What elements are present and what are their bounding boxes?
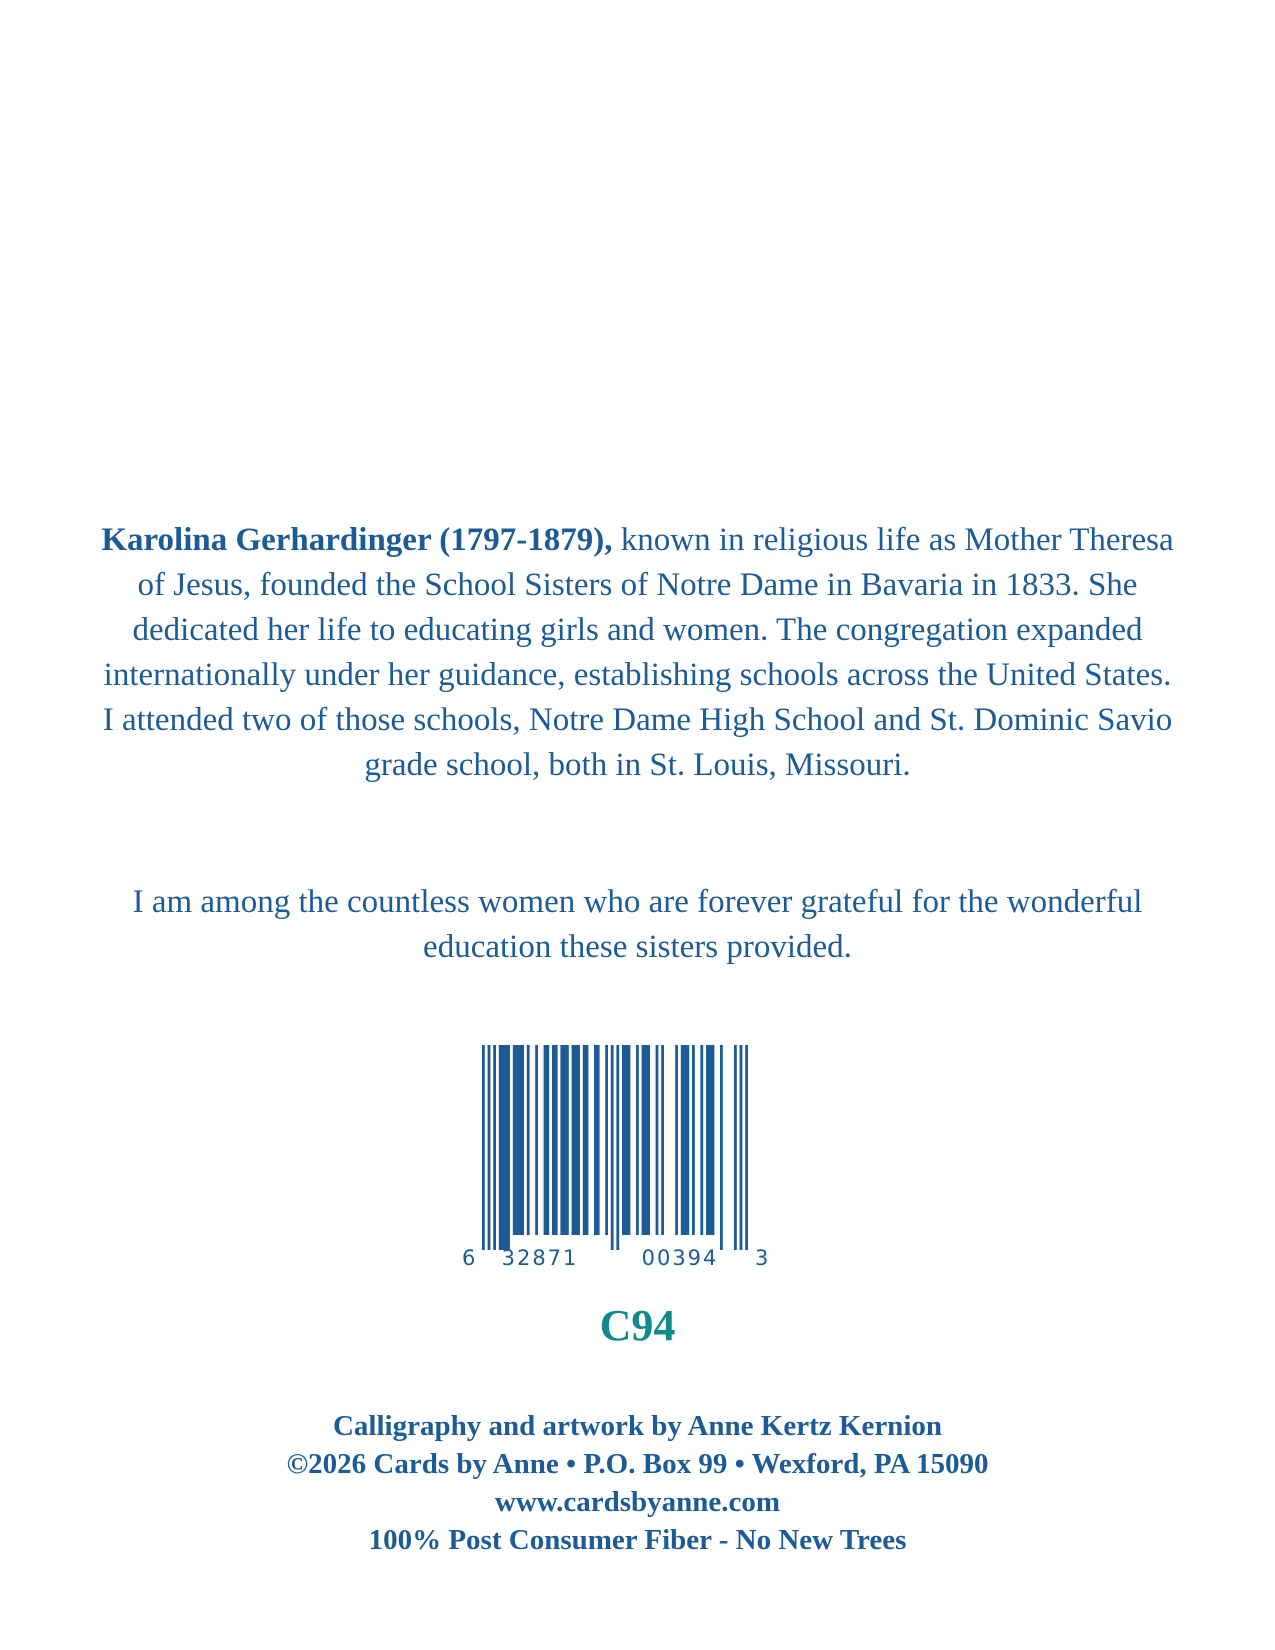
- thanks-paragraph: I am among the countless women who are forever grateful for the wonderful education these sisters provided.: [132, 884, 1143, 965]
- barcode-group-right: 00394: [641, 1246, 719, 1270]
- credits-website: www.cardsbyanne.com: [494, 1486, 781, 1518]
- barcode-bar-22: [681, 1045, 689, 1235]
- product-code: C94: [599, 1301, 676, 1350]
- barcode-bar-11: [583, 1045, 589, 1235]
- barcode-bar-23: [692, 1045, 695, 1235]
- barcode-bar-21: [675, 1045, 678, 1235]
- barcode-bar-25: [706, 1045, 714, 1235]
- barcode-bar-24: [700, 1045, 703, 1235]
- credits-copyright: ©2026 Cards by Anne • P.O. Box 99 • Wexford, PA 15090: [286, 1448, 989, 1480]
- credits-artist: Calligraphy and artwork by Anne Kertz Kernion: [332, 1410, 942, 1442]
- barcode-bar-19: [656, 1045, 659, 1235]
- barcode-bars: [482, 1045, 748, 1250]
- barcode-bar-4: [513, 1045, 524, 1235]
- barcode-bar-15: [616, 1045, 619, 1250]
- barcode-bar-5: [527, 1045, 530, 1235]
- barcode-bar-16: [622, 1045, 630, 1235]
- barcode-bar-2: [493, 1045, 496, 1250]
- barcode-bar-12: [594, 1045, 600, 1235]
- credits-fiber-note: 100% Post Consumer Fiber - No New Trees: [368, 1524, 907, 1556]
- barcode-bar-10: [572, 1045, 580, 1235]
- barcode-digit-right: 3: [755, 1246, 769, 1270]
- credits-block: [0, 1407, 1275, 1559]
- barcode-bar-7: [544, 1045, 550, 1235]
- barcode-group-left: 32871: [501, 1246, 579, 1270]
- barcode-bar-6: [535, 1045, 538, 1235]
- bio-text: known in religious life as Mother Theresa of Jesus, founded the School Sisters of Notre Dame in Bavaria in 1833. She dedicated her life to educating girls and women. The congregation expanded internationally under her guidance, establishing schools across the United States. I attended two of those schools, Notre Dame High School and St. Dominic Savio grade school, both in St. Louis, Missouri.: [102, 522, 1174, 783]
- barcode-bar-9: [560, 1045, 568, 1235]
- upc-barcode: [462, 1045, 805, 1275]
- barcode-bar-1: [488, 1045, 491, 1250]
- barcode-bar-8: [552, 1045, 558, 1235]
- bio-name: Karolina Gerhardinger (1797-1879),: [101, 522, 613, 558]
- barcode-bar-3: [499, 1045, 510, 1250]
- barcode-bar-0: [482, 1045, 485, 1250]
- barcode-bar-14: [611, 1045, 614, 1250]
- barcode-bar-28: [740, 1045, 743, 1250]
- barcode-bar-13: [605, 1045, 608, 1235]
- barcode-bar-27: [734, 1045, 737, 1250]
- barcode-digit-left: 6: [462, 1246, 476, 1270]
- bio-paragraph: [100, 518, 1175, 788]
- barcode-bar-18: [642, 1045, 650, 1235]
- barcode-bar-26: [720, 1045, 723, 1250]
- barcode-bar-17: [636, 1045, 639, 1235]
- barcode-bar-20: [661, 1045, 664, 1235]
- barcode-bar-29: [745, 1045, 748, 1250]
